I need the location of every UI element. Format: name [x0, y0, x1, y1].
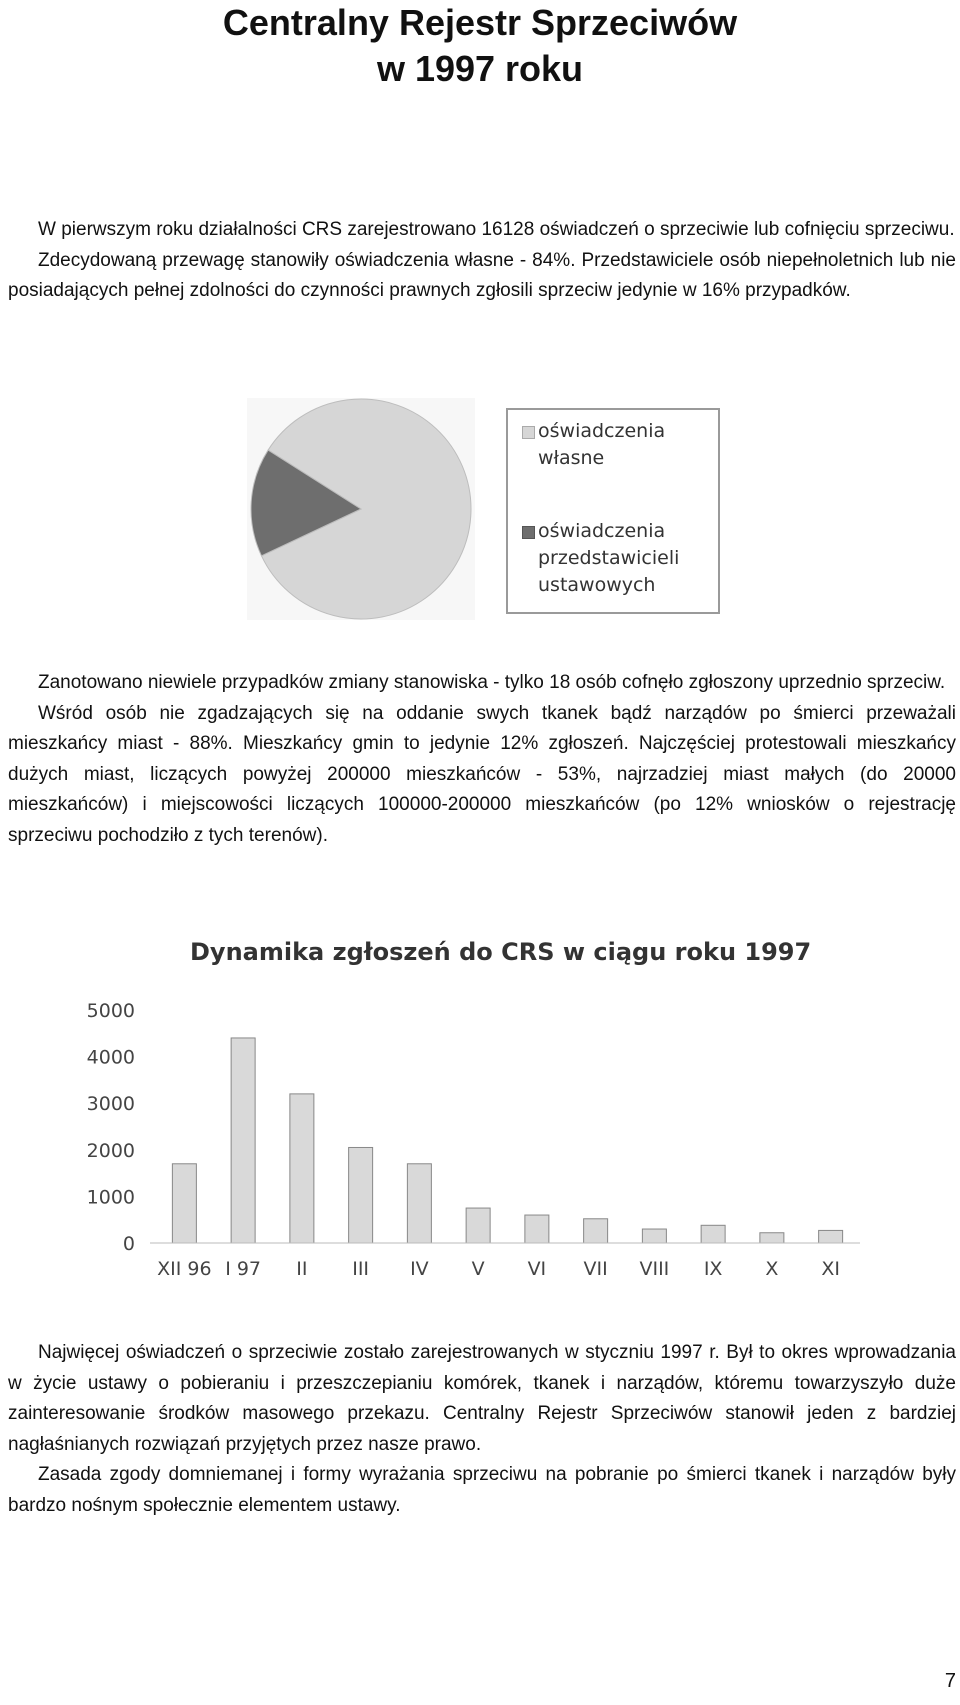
bar-4 [407, 1164, 431, 1243]
pie-legend [506, 408, 720, 614]
bar-chart-title: Dynamika zgłoszeń do CRS w ciągu roku 1997 [190, 938, 812, 966]
legend-label: oświadczenia [538, 420, 666, 442]
bar-7 [584, 1219, 608, 1243]
y-tick-label: 5000 [86, 1000, 135, 1022]
page-title [0, 0, 960, 92]
x-tick-label: IX [703, 1258, 723, 1280]
y-tick-label: 0 [122, 1233, 135, 1255]
y-tick-label: 2000 [86, 1139, 135, 1162]
legend-swatch-own [522, 426, 535, 439]
legend-label: oświadczenia [538, 520, 666, 542]
x-tick-label: VIII [639, 1258, 670, 1280]
paragraph-2: Zdecydowaną przewagę stanowiły oświadczenia własne - 84%. Przedstawiciele osób niepełnoletnich lub nie posiadających pełnej zdolności do czynności prawnych zgłosili sprzeciw jedynie w 16% przypadków. [8, 249, 956, 301]
y-tick-label: 4000 [86, 1046, 135, 1069]
x-tick-label: XI [821, 1258, 840, 1280]
paragraph-3: Zanotowano niewiele przypadków zmiany stanowiska - tylko 18 osób cofnęło zgłoszony uprzednio sprzeciw. [38, 672, 946, 693]
x-tick-label: X [765, 1258, 779, 1280]
x-tick-label: III [352, 1258, 370, 1280]
legend-entry-representatives [538, 518, 679, 599]
bar-8 [642, 1229, 666, 1243]
legend-label: własne [538, 447, 605, 469]
paragraph-5: Najwięcej oświadczeń o sprzeciwie zostało zarejestrowanych w styczniu 1997 r. Był to okres wprowadzania w życie ustawy o pobieraniu i przeszczepianiu komórek, tkanek i narządów, któremu towarzyszyło duże zainteresowanie środków masowego przekazu. Centralny Rejestr Sprzeciwów stanowił jeden z bardziej nagłaśnianych rozwiązań przyjętych przez nasze prawo. [8, 1342, 956, 1455]
page-number: 7 [944, 1670, 956, 1692]
bar-3 [349, 1147, 373, 1243]
y-tick-label: 3000 [86, 1093, 135, 1116]
bar-2 [290, 1094, 314, 1243]
pie-chart-area [247, 398, 475, 620]
x-tick-label: I 97 [225, 1258, 262, 1280]
bar-6 [525, 1215, 549, 1243]
x-tick-label: II [296, 1258, 308, 1280]
title-line-1: Centralny Rejestr Sprzeciwów [222, 2, 738, 43]
legend-label: ustawowych [538, 574, 656, 596]
bar-10 [760, 1233, 784, 1243]
y-tick-label: 1000 [86, 1186, 135, 1209]
x-tick-label: XII 96 [157, 1258, 212, 1280]
pie-chart [247, 398, 475, 620]
x-tick-label: IV [410, 1258, 429, 1280]
title-line-2: w 1997 roku [376, 48, 584, 89]
legend-entry-own [538, 418, 665, 472]
x-tick-label: VII [583, 1258, 608, 1280]
legend-swatch-representatives [522, 526, 535, 539]
paragraph-1: W pierwszym roku działalności CRS zarejestrowano 16128 oświadczeń o sprzeciwie lub cofnięciu sprzeciwu. [38, 219, 955, 240]
intro-text [8, 215, 956, 307]
bar-11 [819, 1230, 843, 1243]
x-tick-label: V [471, 1258, 485, 1280]
body-text-bottom [8, 1338, 956, 1521]
bar-chart [60, 925, 880, 1295]
paragraph-6: Zasada zgody domniemanej i formy wyrażania sprzeciwu na pobranie po śmierci tkanek i narządów były bardzo nośnym społecznie elementem ustawy. [8, 1464, 956, 1516]
x-tick-label: VI [527, 1258, 547, 1280]
bar-9 [701, 1225, 725, 1243]
legend-label: przedstawicieli [538, 547, 680, 569]
bar-1 [231, 1038, 255, 1243]
bar-0 [172, 1164, 196, 1243]
body-text-middle [8, 668, 956, 851]
paragraph-4: Wśród osób nie zgadzających się na oddanie swych tkanek bądź narządów po śmierci przeważali mieszkańcy miast - 88%. Mieszkańcy gmin to jedynie 12% zgłoszeń. Najczęściej protestowali mieszkańcy dużych miast, liczących powyżej 200000 mieszkańców - 53%, najrzadziej miast małych (do 20000 mieszkańców) i miejscowości liczących 100000-200000 mieszkańców (po 12% wniosków o rejestrację sprzeciwu pochodziło z tych terenów). [8, 702, 956, 846]
bar-5 [466, 1208, 490, 1243]
